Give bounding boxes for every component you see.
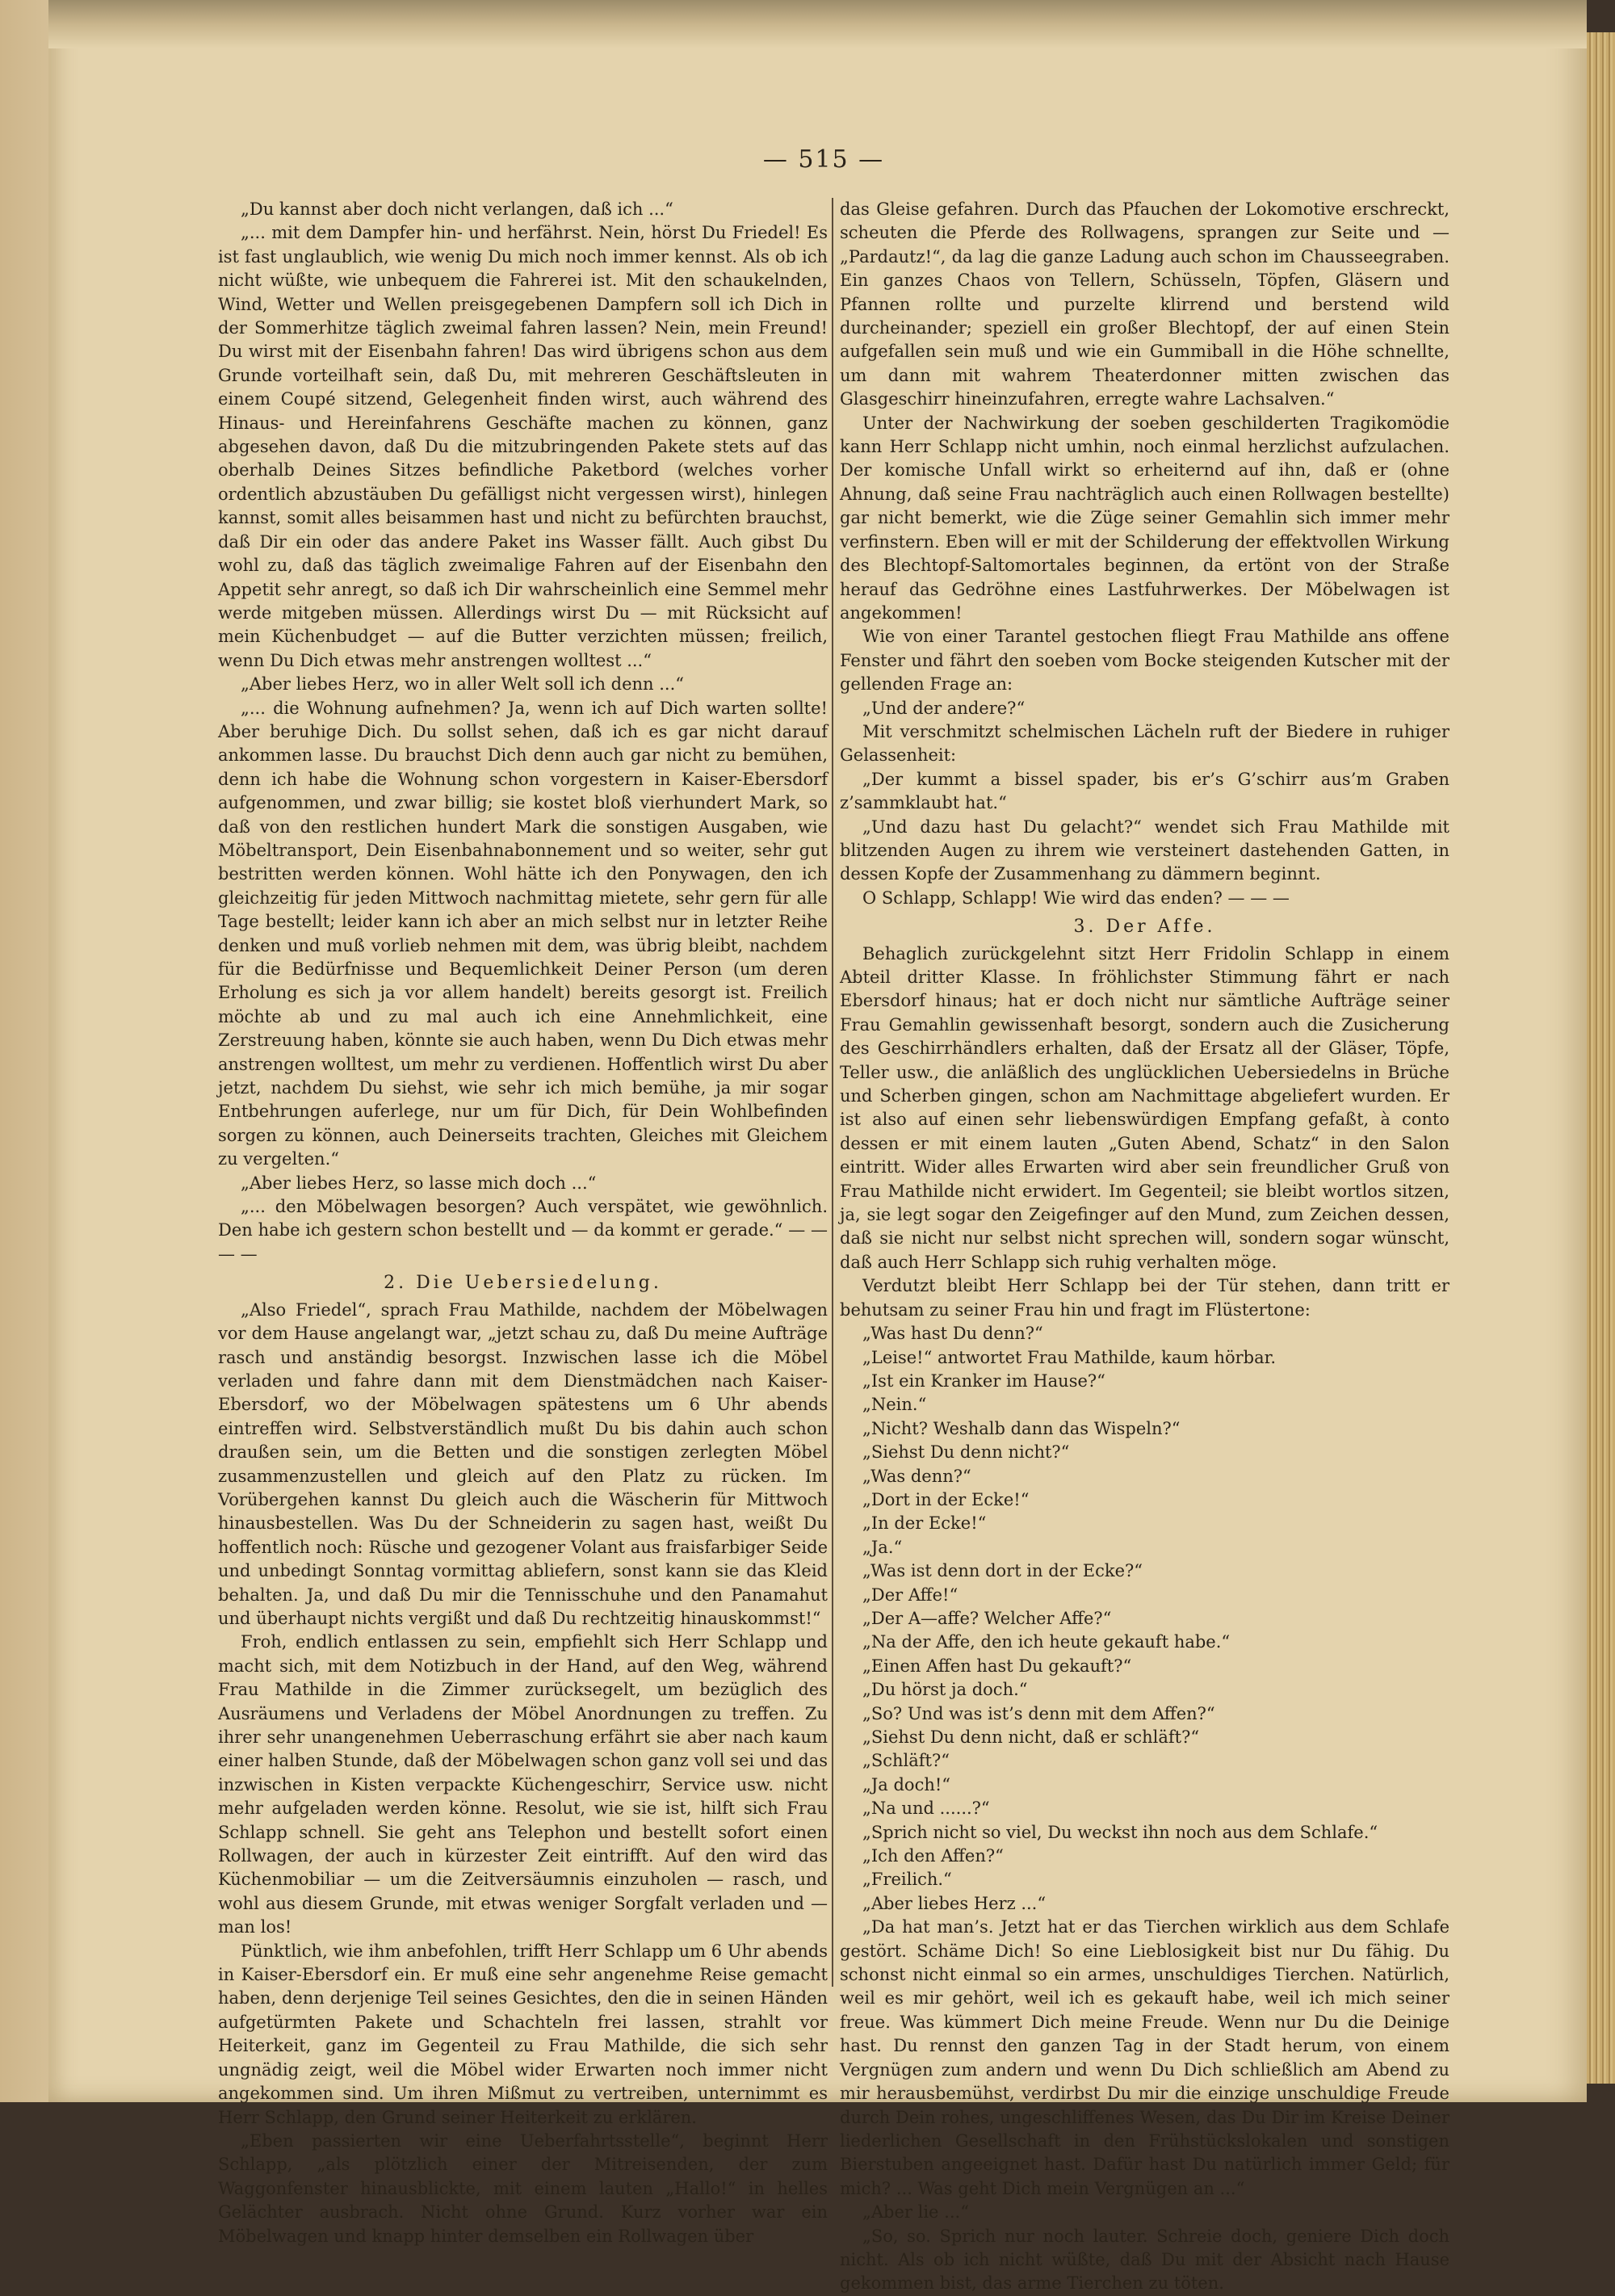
- right-paragraph: „Leise!“ antwortet Frau Mathilde, kaum hörbar.: [862, 1347, 1277, 1367]
- right-paragraph: „Sprich nicht so viel, Du weckst ihn noch aus dem Schlafe.“: [862, 1822, 1378, 1842]
- left-paragraph: „Du kannst aber doch nicht verlangen, daß ich ...“: [241, 199, 673, 219]
- right-paragraph: „Ja doch!“: [862, 1774, 951, 1794]
- right-paragraph: „Ist ein Kranker im Hause?“: [862, 1370, 1105, 1391]
- right-paragraph: „Ich den Affen?“: [862, 1846, 1004, 1866]
- right-paragraph: „Siehst Du denn nicht, daß er schläft?“: [862, 1727, 1200, 1747]
- right-paragraph: „Na und ......?“: [862, 1799, 990, 1819]
- right-paragraph: „Was ist denn dort in der Ecke?“: [862, 1561, 1143, 1581]
- right-paragraph: „Ja.“: [862, 1537, 903, 1557]
- right-paragraph: O Schlapp, Schlapp! Wie wird das enden? — — —: [862, 888, 1290, 908]
- right-column: [840, 198, 1449, 2296]
- right-paragraph: „Der A—affe? Welcher Affe?“: [862, 1608, 1112, 1628]
- right-paragraph: „Nein.“: [862, 1395, 927, 1415]
- left-paragraph: „... den Möbelwagen besorgen? Auch verspätet, wie gewöhnlich. Den habe ich gestern schon bestellt und — da kommt er gerade.“ — — — —: [218, 1197, 828, 1264]
- book-edge: [1587, 32, 1615, 2084]
- right-section-heading: 3. Der Affe.: [1073, 917, 1216, 938]
- right-paragraph: „Dort in der Ecke!“: [862, 1489, 1030, 1509]
- column-divider: [832, 198, 833, 1987]
- right-paragraph: Verdutzt bleibt Herr Schlapp bei der Tür stehen, dann tritt er behutsam zu seiner Frau hin und fragt im Flüstertone:: [840, 1276, 1449, 1320]
- left-paragraph: Pünktlich, wie ihm anbefohlen, trifft Herr Schlapp um 6 Uhr abends in Kaiser-Ebersdorf ein. Er muß eine sehr angenehme Reise gemacht haben, denn derjenige Teil seines Gesichtes, den die in seinen Händen aufgetürmten Pakete und Schachteln frei lassen, strahlt vor Heiterkeit, ganz im Gegenteil zu Frau Mathilde, die sich sehr ungnädig zeigt, weil die Möbel wider Erwarten noch immer nicht angekommen sind. Um ihren Mißmut zu vertreiben, unternimmt es Herr Schlapp, den Grund seiner Heiterkeit zu erklären.: [218, 1941, 828, 2127]
- left-paragraph: Froh, endlich entlassen zu sein, empfiehlt sich Herr Schlapp und macht sich, mit dem Notizbuch in der Hand, auf den Weg, während Frau Mathilde in die Zimmer zurücksegelt, um bezüglich des Ausräumens und Verladens der Möbel Anordnungen zu treffen. Zu ihrer sehr unangenehmen Ueberraschung erfährt sie aber nach kaum einer halben Stunde, daß der Möbelwagen schon ganz voll sei und das inzwischen in Kisten verpackte Küchengeschirr, Service usw. nicht mehr aufgeladen werden könne. Resolut, wie sie ist, hilft sich Frau Schlapp schnell. Sie geht ans Telephon und bestellt sofort einen Rollwagen, der auch in kürzester Zeit eintrifft. Auf den wird das Küchenmobiliar — um die Zeitversäumnis einzuholen — rasch, und wohl aus diesem Grunde, mit etwas weniger Sorgfalt verladen und — man los!: [218, 1632, 828, 1937]
- right-paragraph: „Du hörst ja doch.“: [862, 1680, 1028, 1700]
- right-paragraph: „Aber liebes Herz ...“: [862, 1893, 1047, 1913]
- right-paragraph: das Gleise gefahren. Durch das Pfauchen der Lokomotive erschreckt, scheuten die Pferde des Rollwagens, sprangen zur Seite und — „Pardautz!“, da lag die ganze Ladung auch schon im Chausseegraben. Ein ganzes Chaos von Tellern, Schüsseln, Töpfen, Gläsern und Pfannen rollte und purzelte klirrend und berstend wild durcheinander; speziell ein großer Blechtopf, der auf einen Stein aufgefallen sein muß und wie ein Gummiball in die Höhe schnellte, um dann mit wahrem Theaterdonner mitten zwischen das Glasgeschirr hineinzufahren, erregte wahre Lachsalven.“: [840, 199, 1449, 409]
- left-paragraph: „... mit dem Dampfer hin- und herfährst. Nein, hörst Du Friedel! Es ist fast unglaublich, wie wenig Du mich noch immer kennst. Als ob ich nicht wüßte, wie unbequem die Fahrerei ist. Mit den schaukelnden, Wind, Wetter und Wellen preisgegebenen Dampfern soll ich Dich in der Sommerhitze täglich zweimal fahren lassen? Nein, mein Freund! Du wirst mit der Eisenbahn fahren! Das wird übrigens schon aus dem Grunde vorteilhaft sein, daß Du, mit mehreren Geschäftsleuten in einem Coupé sitzend, Gelegenheit finden wirst, auch während des Hinaus- und Hereinfahrens Geschäfte machen zu können, ganz abgesehen davon, daß Du die mitzubringenden Pakete stets auf das oberhalb Deines Sitzes befindliche Paketbord (welches vorher ordentlich abzustäuben Du gefälligst nicht vergessen wirst), hinlegen kannst, somit alles beisammen hast und nicht zu befürchten brauchst, daß Dir ein oder das andere Paket ins Wasser fällt. Auch gibst Du wohl zu, daß das täglich zweimalige Fahren auf der Eisenbahn den Appetit sehr anregt, so daß ich Dir wahrscheinlich eine Semmel mehr werde mitgeben müssen. Allerdings wirst Du — mit Rücksicht auf mein Küchenbudget — auf die Butter verzichten müssen; freilich, wenn Du Dich etwas mehr anstrengen wolltest ...“: [218, 223, 828, 670]
- left-column: [218, 198, 828, 2248]
- right-paragraph: „Was hast Du denn?“: [862, 1324, 1043, 1344]
- right-paragraph: „Schläft?“: [862, 1751, 950, 1771]
- right-paragraph: „Da hat man’s. Jetzt hat er das Tierchen wirklich aus dem Schlafe gestört. Schäme Dich! So eine Lieblosigkeit bist nur Du fähig. Du schonst nicht einmal so ein armes, unschuldiges Tierchen. Natürlich, weil es mir gehört, weil ich es gekauft habe, weil ich mich seiner freue. Was kümmert Dich meine Freude. Wenn nur Du die Deinige hast. Du rennst den ganzen Tag in der Stadt herum, von einem Vergnügen zum andern und wenn Du Dich schließlich am Abend zu mir herausbemühst, verdirbst Du mir die einzige unschuldige Freude durch Dein rohes, ungeschliffenes Wesen, das Du Dir im Kreise Deiner liederlichen Gesellschaft in den Frühstückslokalen und sonstigen Bierstuben angeeignet hast. Dafür hast Du natürlich immer Geld; für mich? ... Was geht Dich mein Vergnügen an ...“: [840, 1917, 1449, 2198]
- right-paragraph: „Der kummt a bissel spader, bis er’s G’schirr aus’m Graben z’sammklaubt hat.“: [840, 769, 1449, 813]
- left-paragraph: „... die Wohnung aufnehmen? Ja, wenn ich auf Dich warten sollte! Aber beruhige Dich. Du sollst sehen, daß ich es gar nicht darauf ankommen lasse. Du brauchst Dich denn auch gar nicht zu bemühen, denn ich habe die Wohnung schon vorgestern in Kaiser-Ebersdorf aufgenommen, und zwar billig; sie kostet bloß vierhundert Mark, so daß von den restlichen hundert Mark die sonstigen Ausgaben, wie Möbeltransport, Dein Eisenbahnabonnement und so weiter, sehr gut bestritten werden können. Wohl hätte ich den Ponywagen, den ich gleichzeitig für jeden Mittwoch nachmittag mietete, sehr gern für alle Tage bestellt; leider kann ich aber an mich selbst nur in letzter Reihe denken und muß vorlieb nehmen mit dem, was übrig bleibt, nachdem für die Bedürfnisse und Bequemlichkeit Deiner Person (um deren Erholung es sich ja vor allem handelt) bereits gesorgt ist. Freilich möchte ab und zu mal auch ich eine Annehmlichkeit, eine Zerstreuung haben, könnte sie auch haben, wenn Du Dich etwas mehr anstrengen wolltest, um mehr zu verdienen. Hoffentlich wirst Du aber jetzt, nachdem Du siehst, wie sehr ich mich bemühe, ja mir sogar Entbehrungen auferlege, nur um für Dich, für Dein Wohlbefinden sorgen zu können, auch Deinerseits trachten, Gleiches mit Gleichem zu vergelten.“: [218, 698, 828, 1169]
- left-paragraph: „Also Friedel“, sprach Frau Mathilde, nachdem der Möbelwagen vor dem Hause angelangt war, „jetzt schau zu, daß Du meine Aufträge rasch und anständig besorgst. Inzwischen lasse ich die Möbel verladen und fahre dann mit dem Dienstmädchen nach Kaiser-Ebersdorf, wo der Möbelwagen spätestens um 6 Uhr abends eintreffen wird. Selbstverständlich mußt Du bis dahin auch schon draußen sein, um die Betten und die sonstigen zerlegten Möbel zusammenzustellen und gleich auf den Platz zu rücken. Im Vorübergehen kannst Du gleich auch die Wäscherin für Mittwoch hinausbestellen. Was Du der Schneiderin zu sagen hast, weißt Du hoffentlich noch: Rüsche und gezogener Volant aus fraisfarbiger Seide und unbedingt Sonntag vormittag abliefern, sonst kann sie das Kleid behalten. Ja, und daß Du mir die Tennisschuhe und den Panamahut und überhaupt nichts vergißt und daß Du rechtzeitig hinauskommst!“: [218, 1299, 828, 1628]
- right-paragraph: „So, so. Sprich nur noch lauter. Schreie doch, geniere Dich doch nicht. Als ob ich nicht wüßte, daß Du mit der Absicht nach Hause gekommen bist, das arme Tierchen zu töten.: [840, 2226, 1449, 2294]
- right-paragraph: „Der Affe!“: [862, 1585, 959, 1605]
- right-paragraph: „Na der Affe, den ich heute gekauft habe.“: [862, 1632, 1231, 1652]
- right-paragraph: „Nicht? Weshalb dann das Wispeln?“: [862, 1418, 1181, 1438]
- right-paragraph: „So? Und was ist’s denn mit dem Affen?“: [862, 1703, 1215, 1723]
- right-paragraph: „Was denn?“: [862, 1466, 971, 1486]
- right-paragraph: „Und der andere?“: [862, 698, 1026, 718]
- right-paragraph: Unter der Nachwirkung der soeben geschilderten Tragikomödie kann Herr Schlapp nicht umhin, noch einmal herzlichst aufzulachen. Der komische Unfall wirkt so erheiternd auf ihn, daß er (ohne Ahnung, daß seine Frau nachträglich auch einen Rollwagen bestellte) gar nicht bemerkt, wie die Züge seiner Gemahlin sich immer mehr verfinstern. Eben will er mit der Schilderung der effektvollen Wirkung des Blechtopf-Saltomortales beginnen, da ertönt von der Straße herauf das Gedröhne eines Lastfuhrwerkes. Der Möbelwagen ist angekommen!: [840, 413, 1449, 623]
- right-paragraph: „Aber lie ...“: [862, 2202, 969, 2223]
- left-section-heading: 2. Die Uebersiedelung.: [384, 1273, 662, 1294]
- right-paragraph: Behaglich zurückgelehnt sitzt Herr Fridolin Schlapp in einem Abteil dritter Klasse. In fröhlichster Stimmung fährt er nach Ebersdorf hinaus; hat er doch nicht nur sämtliche Aufträge seiner Frau Gemahlin gewissenhaft besorgt, sondern auch die Zusicherung des Geschirrhändlers erhalten, daß der Ersatz all der Gläser, Töpfe, Teller usw., die anläßlich des unglücklichen Uebersiedelns in Brüche und Scherben gingen, schon am Nachmittage abgeliefert wurden. Er ist also auf einen sehr liebenswürdigen Empfang gefaßt, à conto dessen er mit einem lauten „Guten Abend, Schatz“ in den Salon eintritt. Wider alles Erwarten wird aber sein freundlicher Gruß von Frau Mathilde nicht erwidert. Im Gegenteil; sie bleibt wortlos sitzen, ja, sie legt sogar den Zeigefinger auf den Mund, zum Zeichen dessen, daß sie nicht nur selbst nicht sprechen will, sondern sogar wünscht, daß auch Herr Schlapp sich ruhig verhalten möge.: [840, 943, 1449, 1272]
- page-number: — 515 —: [762, 145, 885, 174]
- right-paragraph: „In der Ecke!“: [862, 1513, 987, 1534]
- page-top-shadow: [48, 0, 1587, 48]
- page-header: [0, 145, 1615, 174]
- right-paragraph: Wie von einer Tarantel gestochen fliegt Frau Mathilde ans offene Fenster und fährt den soeben vom Bocke steigenden Kutscher mit der gellenden Frage an:: [840, 627, 1449, 695]
- right-paragraph: „Einen Affen hast Du gekauft?“: [862, 1656, 1132, 1676]
- right-paragraph: Mit verschmitzt schelmischen Lächeln ruft der Biedere in ruhiger Gelassenheit:: [840, 721, 1449, 766]
- left-paragraph: „Eben passierten wir eine Ueberfahrtsstelle“, beginnt Herr Schlapp, „als plötzlich einer der Mitreisenden, der zum Waggonfenster hinausblickte, mit einem lauten „Hallo!“ in helles Gelächter ausbrach. Nicht ohne Grund. Kurz vorher war ein Möbelwagen und knapp hinter demselben ein Rollwagen über: [218, 2130, 828, 2246]
- left-paragraph: „Aber liebes Herz, so lasse mich doch ...“: [241, 1173, 597, 1193]
- right-paragraph: „Freilich.“: [862, 1870, 952, 1890]
- right-paragraph: „Und dazu hast Du gelacht?“ wendet sich Frau Mathilde mit blitzenden Augen zu ihrem wie versteinert dastehenden Gatten, in dessen Kopfe der Zusammenhang zu dämmern beginnt.: [840, 816, 1449, 884]
- left-paragraph: „Aber liebes Herz, wo in aller Welt soll ich denn ...“: [241, 674, 685, 695]
- right-paragraph: „Siehst Du denn nicht?“: [862, 1442, 1070, 1463]
